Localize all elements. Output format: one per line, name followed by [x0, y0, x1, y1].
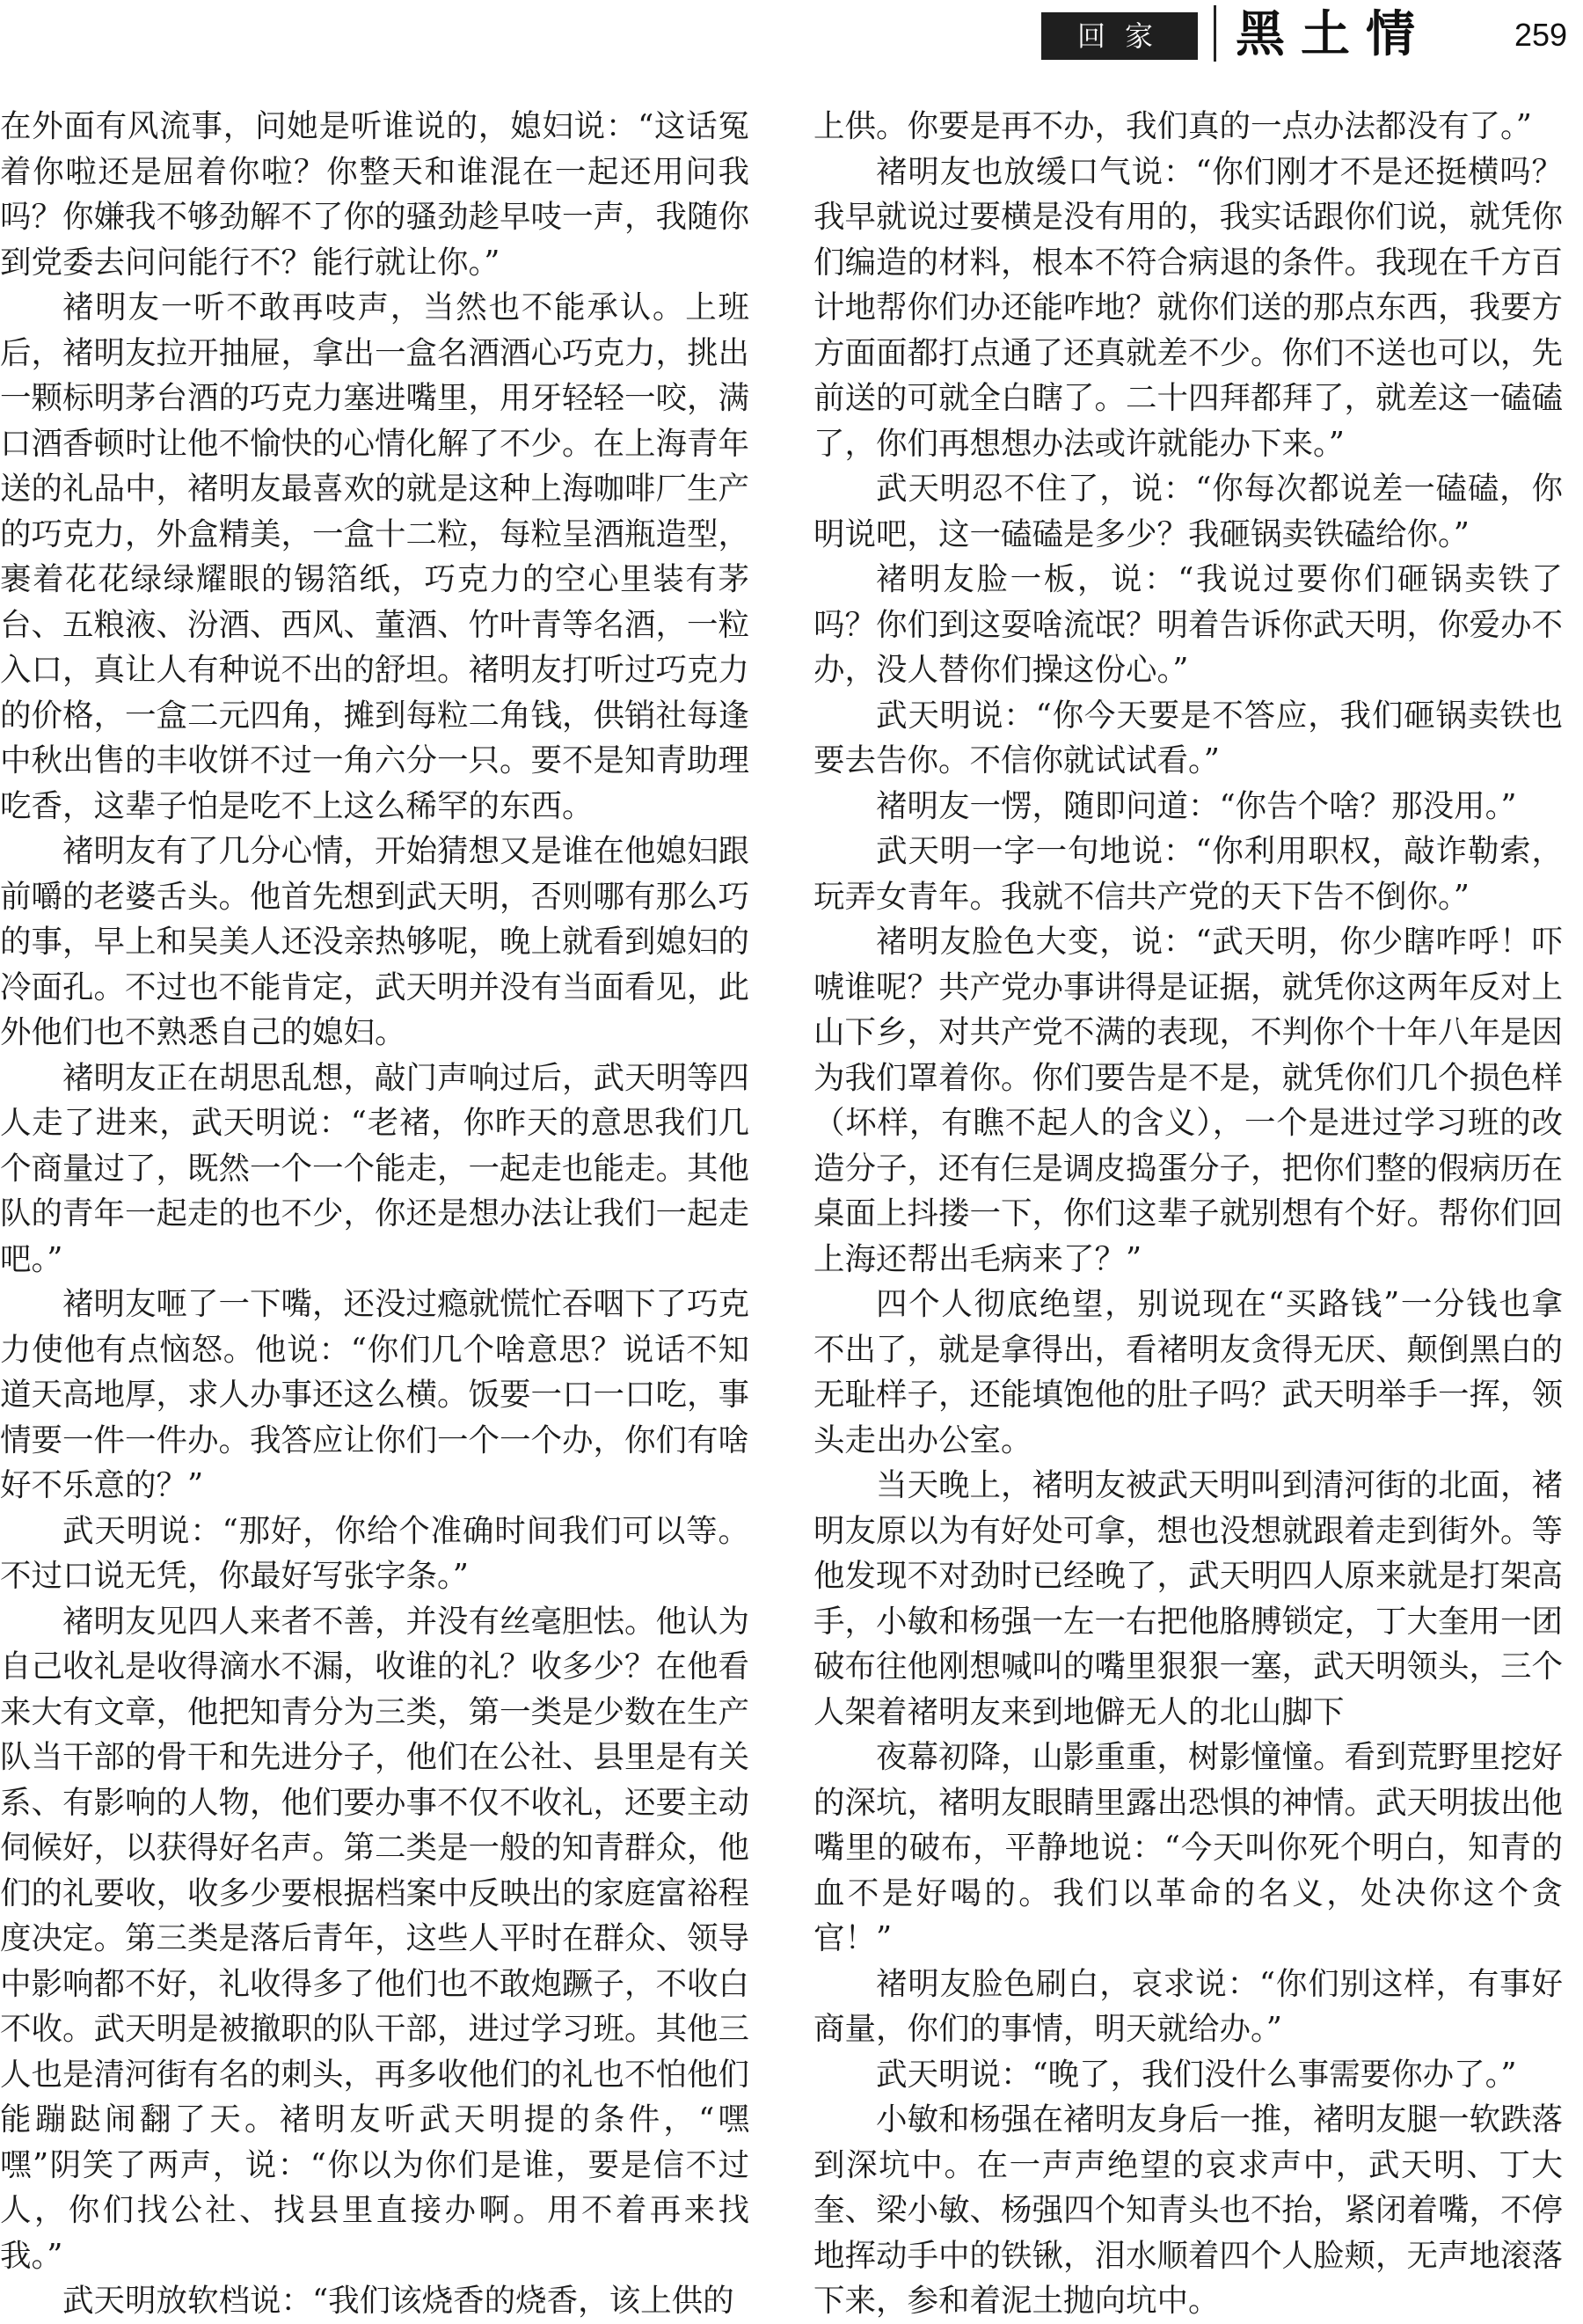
paragraph: 夜幕初降，山影重重，树影憧憧。看到荒野里挖好的深坑，褚明友眼睛里露出恐惧的神情。武天明拔出他嘴里的破布，平静地说：“今天叫你死个明白，知青的血不是好喝的。我们以革命的名义，处决你这个贪官！”	[813, 1739, 1564, 1956]
paragraph: 褚明友脸色刷白，哀求说：“你们别这样，有事好商量，你们的事情，明天就给办。”	[813, 1965, 1563, 2047]
left-column	[0, 104, 750, 2319]
paragraph: 褚明友有了几分心情，开始猜想又是谁在他媳妇跟前嚼的老婆舌头。他首先想到武天明，否则哪有那么巧的事，早上和吴美人还没亲热够呢，晚上就看到媳妇的冷面孔。不过也不能肯定，武天明并没有当面看见，此外他们也不熟悉自己的媳妇。	[0, 833, 750, 1050]
paragraph: 褚明友见四人来者不善，并没有丝毫胆怯。他认为自己收礼是收得滴水不漏，收谁的礼？收多少？在他看来大有文章，他把知青分为三类，第一类是少数在生产队当干部的骨干和先进分子，他们在公社、县里是有关系、有影响的人物，他们要办事不仅不收礼，还要主动伺候好，以获得好名声。第二类是一般的知青群众，他们的礼要收，收多少要根据档案中反映出的家庭富裕程度决定。第三类是落后青年，这些人平时在群众、领导中影响都不好，礼收得多了他们也不敢炮蹶子，不收白不收。武天明是被撤职的队干部，进过学习班。其他三人也是清河街有名的刺头，再多收他们的礼也不怕他们能蹦跶闹翻了天。褚明友听武天明提的条件，“嘿嘿”阴笑了两声，说：“你以为你们是谁，要是信不过人，你们找公社、找县里直接办啊。用不着再来找我。”	[0, 1603, 750, 2274]
header-divider	[1214, 5, 1216, 62]
paragraph: 褚明友一听不敢再吱声，当然也不能承认。上班后，褚明友拉开抽屉，拿出一盒名酒酒心巧克力，挑出一颗标明茅台酒的巧克力塞进嘴里，用牙轻轻一咬，满口酒香顿时让他不愉快的心情化解了不少。在上海青年送的礼品中，褚明友最喜欢的就是这种上海咖啡厂生产的巧克力，外盒精美，一盒十二粒，每粒呈酒瓶造型，裹着花花绿绿耀眼的锡箔纸，巧克力的空心里装有茅台、五粮液、汾酒、西风、董酒、竹叶青等名酒，一粒入口，真让人有种说不出的舒坦。褚明友打听过巧克力的价格，一盒二元四角，摊到每粒二角钱，供销社每逢中秋出售的丰收饼不过一角六分一只。要不是知青助理吃香，这辈子怕是吃不上这么稀罕的东西。	[0, 289, 750, 824]
magazine-logo: 黑土情	[1236, 5, 1431, 63]
paragraph: 褚明友也放缓口气说：“你们刚才不是还挺横吗？我早就说过要横是没有用的，我实话跟你们说，就凭你们编造的材料，根本不符合病退的条件。我现在千方百计地帮你们办还能咋地？就你们送的那点东西，我要方方面面都打点通了还真就差不少。你们不送也可以，先前送的可就全白瞎了。二十四拜都拜了，就差这一磕磕了，你们再想想办法或许就能办下来。”	[813, 153, 1564, 462]
paragraph: 小敏和杨强在褚明友身后一推，褚明友腿一软跌落到深坑中。在一声声绝望的哀求声中，武天明、丁大奎、梁小敏、杨强四个知青头也不抬，紧闭着嘴，不停地挥动手中的铁锹，泪水顺着四个人脸颊，无声地滚落下来，参和着泥土抛向坑中。	[813, 2101, 1564, 2319]
paragraph: 褚明友脸一板，说：“我说过要你们砸锅卖铁了吗？你们到这耍啥流氓？明着告诉你武天明，你爱办不办，没人替你们操这份心。”	[813, 561, 1564, 688]
paragraph: 上供。你要是再不办，我们真的一点办法都没有了。”	[813, 108, 1532, 144]
paragraph: 在外面有风流事，问她是听谁说的，媳妇说：“这话冤着你啦还是屈着你啦？你整天和谁混在一起还用问我吗？你嫌我不够劲解不了你的骚劲趁早吱一声，我随你到党委去问问能行不？能行就让你。”	[0, 108, 750, 281]
paragraph: 武天明放软档说：“我们该烧香的烧香，该上供的	[62, 2283, 734, 2319]
section-label: 回家	[1041, 12, 1198, 60]
paragraph: 武天明说：“晚了，我们没什么事需要你办了。”	[876, 2056, 1517, 2093]
paragraph: 武天明说：“你今天要是不答应，我们砸锅卖铁也要去告你。不信你就试试看。”	[813, 697, 1563, 778]
paragraph: 武天明一字一句地说：“你利用职权，敲诈勒索，玩弄女青年。我就不信共产党的天下告不倒你。”	[813, 833, 1563, 915]
paragraph: 当天晚上，褚明友被武天明叫到清河街的北面，褚明友原以为有好处可拿，想也没想就跟着走到街外。等他发现不对劲时已经晚了，武天明四人原来就是打架高手，小敏和杨强一左一右把他胳膊锁定，丁大奎用一团破布往他刚想喊叫的嘴里狠狠一塞，武天明领头，三个人架着褚明友来到地僻无人的北山脚下	[813, 1467, 1564, 1730]
paragraph: 褚明友一愣，随即问道：“你告个啥？那没用。”	[876, 787, 1517, 824]
paragraph: 褚明友脸色大变，说：“武天明，你少瞎咋呼！吓唬谁呢？共产党办事讲得是证据，就凭你这两年反对上山下乡，对共产党不满的表现，不判你个十年八年是因为我们罩着你。你们要告是不是，就凭你们几个损色样（坏样，有瞧不起人的含义），一个是进过学习班的改造分子，还有仨是调皮捣蛋分子，把你们整的假病历在桌面上抖搂一下，你们这辈子就别想有个好。帮你们回上海还帮出毛病来了？”	[813, 924, 1564, 1277]
paragraph: 褚明友正在胡思乱想，敲门声响过后，武天明等四人走了进来，武天明说：“老褚，你昨天的意思我们几个商量过了，既然一个一个能走，一起走也能走。其他队的青年一起走的也不少，你还是想办法让我们一起走吧。”	[0, 1059, 750, 1277]
page-number: 259	[1514, 17, 1568, 53]
paragraph: 四个人彻底绝望，别说现在“买路钱”一分钱也拿不出了，就是拿得出，看褚明友贪得无厌、颠倒黑白的无耻样子，还能填饱他的肚子吗？武天明举手一挥，领头走出办公室。	[813, 1286, 1564, 1458]
page-header	[0, 0, 1583, 79]
paragraph: 褚明友咂了一下嘴，还没过瘾就慌忙吞咽下了巧克力使他有点恼怒。他说：“你们几个啥意思？说话不知道天高地厚，求人办事还这么横。饭要一口一口吃，事情要一件一件办。我答应让你们一个一个办，你们有啥好不乐意的？”	[0, 1286, 750, 1503]
paragraph: 武天明忍不住了，说：“你每次都说差一磕磕，你明说吧，这一磕磕是多少？我砸锅卖铁磕给你。”	[813, 471, 1563, 552]
paragraph: 武天明说：“那好，你给个准确时间我们可以等。不过口说无凭，你最好写张字条。”	[0, 1512, 749, 1594]
right-column	[813, 104, 1564, 2319]
